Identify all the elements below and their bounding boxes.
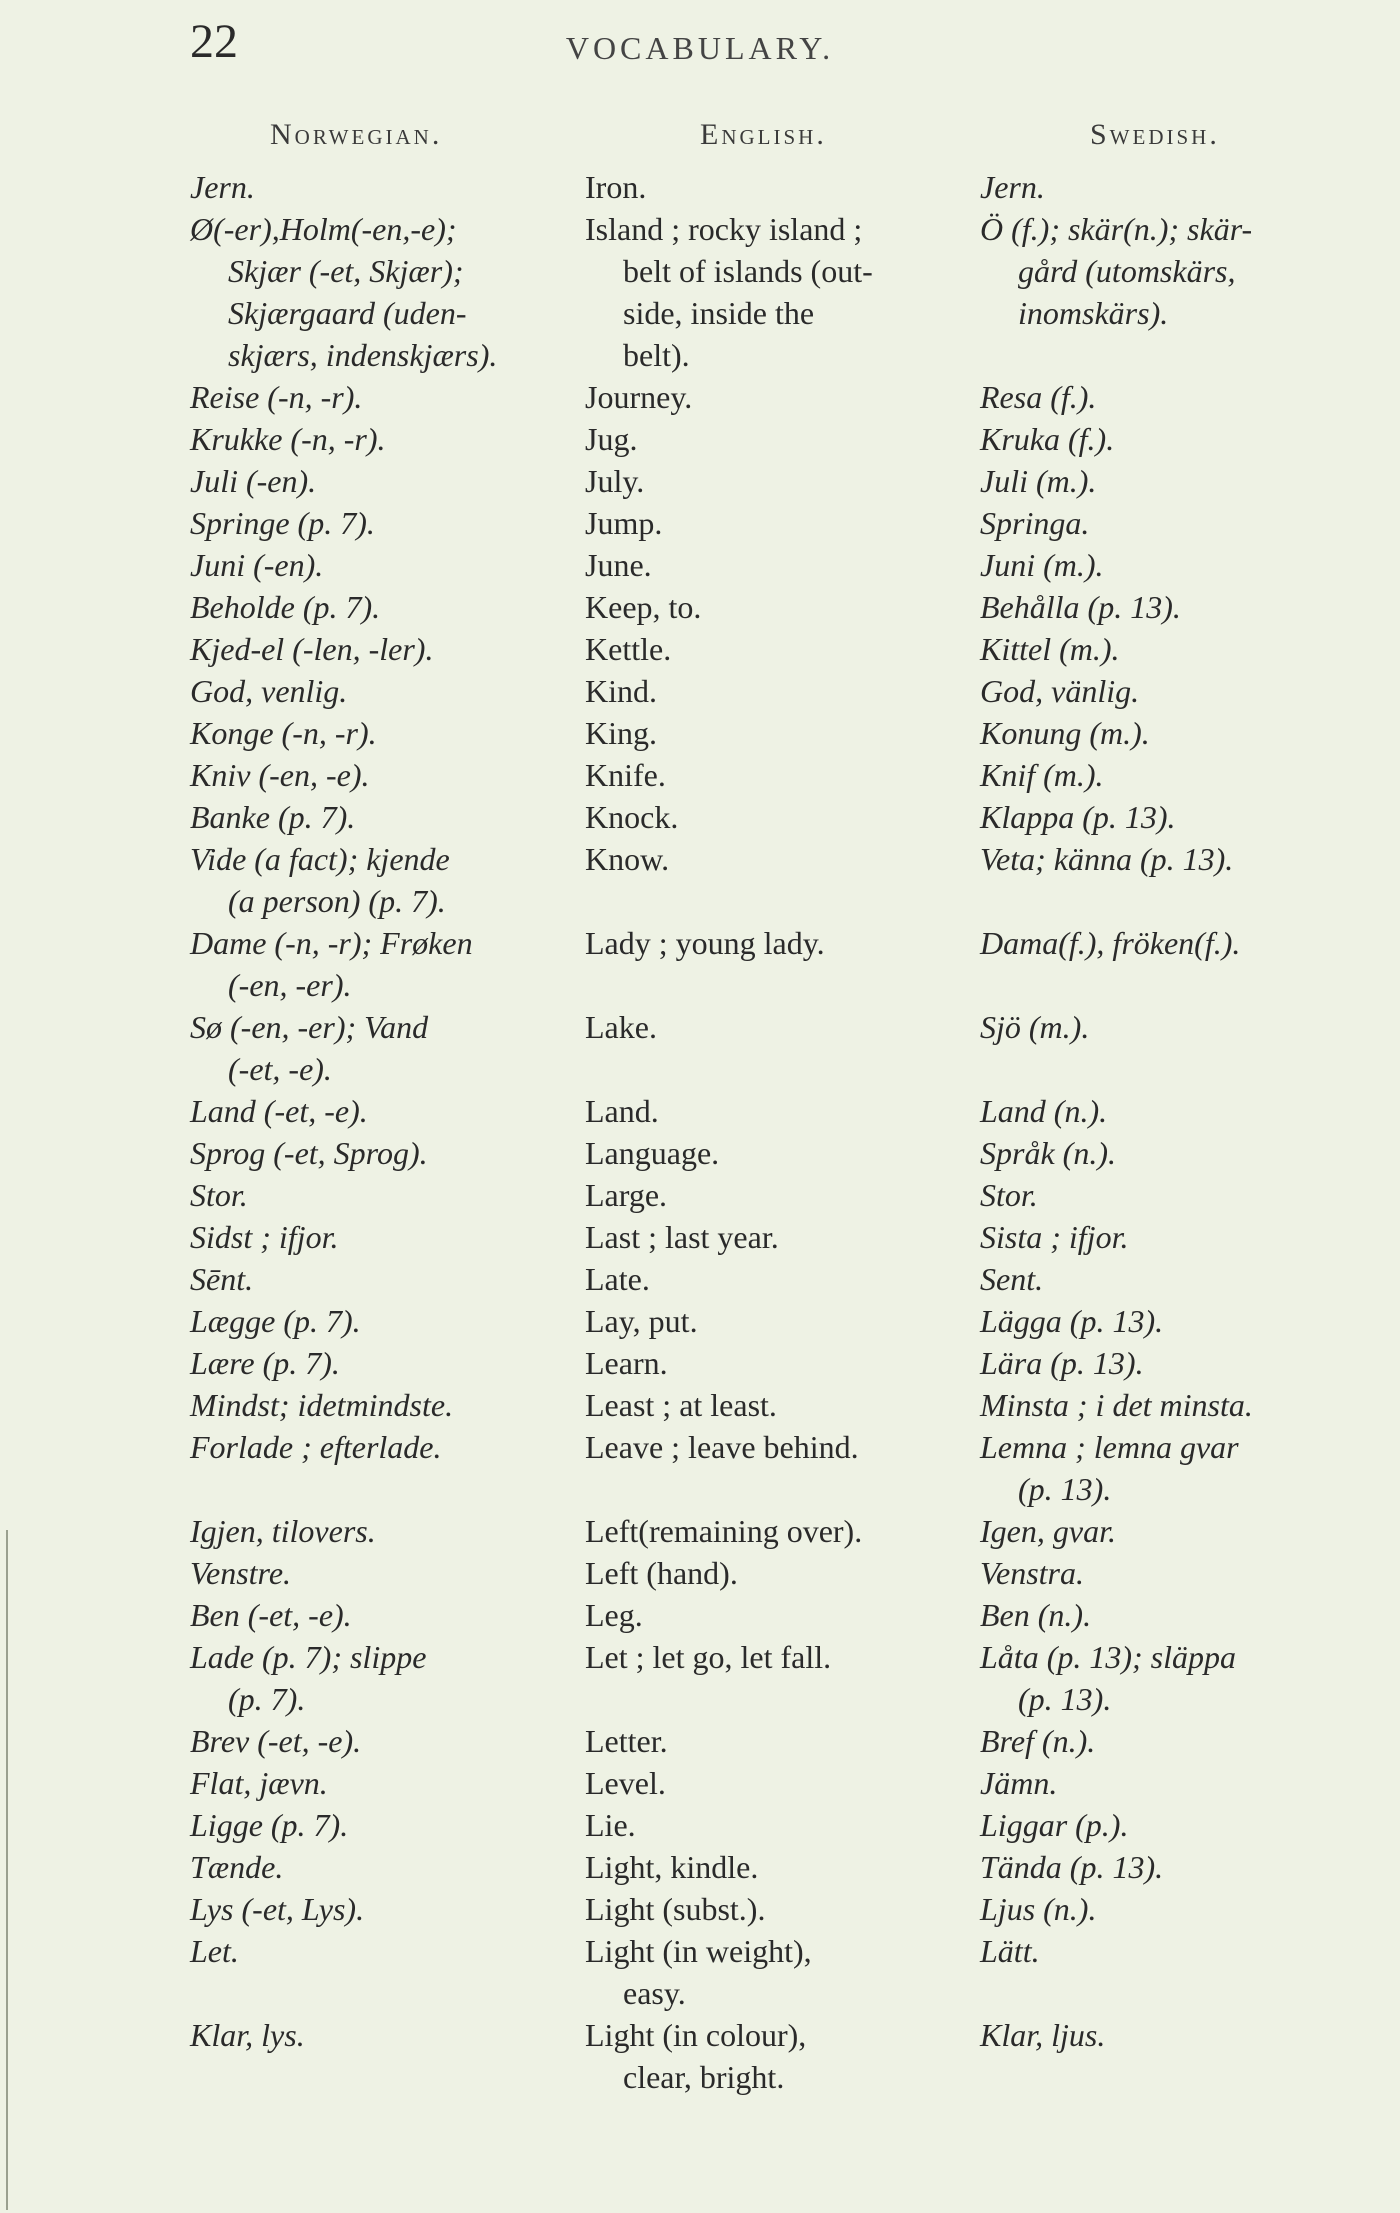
swedish-entry <box>980 670 1360 712</box>
english-entry-line: Leg. <box>585 1597 643 1633</box>
norwegian-entry <box>190 1930 576 1972</box>
swedish-entry <box>980 1888 1360 1930</box>
norwegian-entry <box>190 1426 576 1468</box>
norwegian-entry-line: Sprog (-et, Sprog). <box>190 1135 428 1171</box>
english-entry <box>585 1090 970 1132</box>
english-entry-line: King. <box>585 715 657 751</box>
swedish-entry-line: Jämn. <box>980 1765 1058 1801</box>
english-entry <box>585 376 970 418</box>
swedish-entry <box>980 1216 1360 1258</box>
english-entry <box>585 670 970 712</box>
norwegian-entry <box>190 1636 576 1720</box>
swedish-entry <box>980 166 1360 208</box>
english-entry-line: Know. <box>585 841 670 877</box>
norwegian-entry <box>190 1594 576 1636</box>
english-entry <box>585 208 970 376</box>
english-entry-line: Kind. <box>585 673 657 709</box>
english-entry <box>585 1510 970 1552</box>
english-entry <box>585 712 970 754</box>
english-entry <box>585 1930 970 2014</box>
norwegian-entry <box>190 376 576 418</box>
english-entry <box>585 796 970 838</box>
english-entry-line: Large. <box>585 1177 668 1213</box>
english-entry-line: side, inside the <box>623 295 815 331</box>
english-entry-line: Light (subst.). <box>585 1891 766 1927</box>
norwegian-entry-line: Beholde (p. 7). <box>190 589 381 625</box>
swedish-entry <box>980 628 1360 670</box>
swedish-entry-line: Låta (p. 13); släppa <box>980 1639 1236 1675</box>
swedish-entry-line: Knif (m.). <box>980 757 1104 793</box>
english-entry-line: Left (hand). <box>585 1555 738 1591</box>
english-entry-line: Level. <box>585 1765 666 1801</box>
english-entry <box>585 1888 970 1930</box>
swedish-entry-line: Lära (p. 13). <box>980 1345 1144 1381</box>
running-head: VOCABULARY. <box>565 30 835 66</box>
norwegian-entry <box>190 1006 576 1090</box>
swedish-entry-line: Kittel (m.). <box>980 631 1120 667</box>
swedish-entry-line: Igen, gvar. <box>980 1513 1116 1549</box>
english-entry-line: Letter. <box>585 1723 668 1759</box>
swedish-entry-line: Land (n.). <box>980 1093 1108 1129</box>
english-entry-line: Light (in weight), <box>585 1933 812 1969</box>
english-entry <box>585 1132 970 1174</box>
swedish-entry <box>980 2014 1360 2056</box>
english-entry <box>585 460 970 502</box>
norwegian-entry <box>190 1384 576 1426</box>
swedish-entry <box>980 1720 1360 1762</box>
swedish-entry <box>980 1174 1360 1216</box>
english-entry-line: Lie. <box>585 1807 636 1843</box>
swedish-entry <box>980 712 1360 754</box>
norwegian-entry-line: Tænde. <box>190 1849 284 1885</box>
english-entry <box>585 1342 970 1384</box>
norwegian-entry <box>190 1342 576 1384</box>
english-entry <box>585 1552 970 1594</box>
english-entry <box>585 1300 970 1342</box>
english-entry <box>585 1258 970 1300</box>
swedish-entry-line: Språk (n.). <box>980 1135 1116 1171</box>
english-entry-line: Keep, to. <box>585 589 702 625</box>
norwegian-entry <box>190 1216 576 1258</box>
swedish-entry <box>980 754 1360 796</box>
swedish-entry-line: Klappa (p. 13). <box>980 799 1176 835</box>
norwegian-entry <box>190 1846 576 1888</box>
swedish-entry-line: Springa. <box>980 505 1090 541</box>
norwegian-entry <box>190 754 576 796</box>
english-entry <box>585 586 970 628</box>
swedish-entry-line: Minsta ; i det minsta. <box>980 1387 1253 1423</box>
english-entry-line: Let ; let go, let fall. <box>585 1639 832 1675</box>
norwegian-entry-line: Vide (a fact); kjende <box>190 841 450 877</box>
swedish-entry-line: Klar, ljus. <box>980 2017 1106 2053</box>
english-entry-line: Left(remaining over). <box>585 1513 863 1549</box>
norwegian-entry <box>190 1300 576 1342</box>
norwegian-entry <box>190 712 576 754</box>
column-header-english: English. <box>700 118 827 151</box>
swedish-entry-line: Tända (p. 13). <box>980 1849 1164 1885</box>
swedish-entry <box>980 1426 1360 1510</box>
swedish-entry <box>980 1384 1360 1426</box>
swedish-entry <box>980 1636 1360 1720</box>
norwegian-entry-line: Klar, lys. <box>190 2017 305 2053</box>
norwegian-entry <box>190 208 576 376</box>
norwegian-entry-line: Stor. <box>190 1177 248 1213</box>
swedish-entry-line: Lemna ; lemna gvar <box>980 1429 1239 1465</box>
swedish-entry <box>980 208 1360 334</box>
swedish-entry <box>980 460 1360 502</box>
swedish-entry-line: Jern. <box>980 169 1045 205</box>
english-entry-line: Language. <box>585 1135 720 1171</box>
swedish-entry <box>980 586 1360 628</box>
column-header-swedish: Swedish. <box>1090 118 1220 151</box>
english-entry-line: Island ; rocky island ; <box>585 211 863 247</box>
english-entry <box>585 1804 970 1846</box>
norwegian-entry-line: Lade (p. 7); slippe <box>190 1639 427 1675</box>
norwegian-entry <box>190 418 576 460</box>
norwegian-entry <box>190 796 576 838</box>
english-entry-line: Kettle. <box>585 631 672 667</box>
swedish-entry-line: Stor. <box>980 1177 1038 1213</box>
norwegian-entry <box>190 502 576 544</box>
english-entry <box>585 502 970 544</box>
english-entry <box>585 1006 970 1048</box>
swedish-entry <box>980 1342 1360 1384</box>
english-entry-line: Knife. <box>585 757 666 793</box>
english-entry <box>585 754 970 796</box>
norwegian-entry <box>190 1762 576 1804</box>
norwegian-entry-line: Sēnt. <box>190 1261 254 1297</box>
english-entry-line: Lay, put. <box>585 1303 698 1339</box>
norwegian-entry-line: Brev (-et, -e). <box>190 1723 362 1759</box>
swedish-entry-line: Behålla (p. 13). <box>980 589 1181 625</box>
norwegian-entry-line: Land (-et, -e). <box>190 1093 368 1129</box>
norwegian-entry-line: skjærs, indenskjærs). <box>228 337 498 373</box>
swedish-entry-line: Lätt. <box>980 1933 1040 1969</box>
swedish-entry-line: Liggar (p.). <box>980 1807 1129 1843</box>
swedish-entry-line: Juli (m.). <box>980 463 1097 499</box>
page-number: 22 <box>190 15 238 68</box>
swedish-entry <box>980 502 1360 544</box>
swedish-entry-line: Veta; känna (p. 13). <box>980 841 1234 877</box>
norwegian-entry-line: Juni (-en). <box>190 547 324 583</box>
english-entry-line: Late. <box>585 1261 650 1297</box>
swedish-entry-line: God, vänlig. <box>980 673 1140 709</box>
english-entry <box>585 922 970 964</box>
norwegian-entry-line: Forlade ; efterlade. <box>190 1429 442 1465</box>
swedish-entry <box>980 544 1360 586</box>
english-entry <box>585 1762 970 1804</box>
swedish-entry <box>980 1594 1360 1636</box>
swedish-entry-line: Lägga (p. 13). <box>980 1303 1164 1339</box>
english-entry-line: Learn. <box>585 1345 668 1381</box>
english-entry <box>585 418 970 460</box>
norwegian-entry-line: Venstre. <box>190 1555 292 1591</box>
norwegian-entry-line: Skjærgaard (uden- <box>228 295 467 331</box>
swedish-entry-line: Resa (f.). <box>980 379 1097 415</box>
swedish-entry-line: Sista ; ifjor. <box>980 1219 1129 1255</box>
swedish-entry <box>980 1258 1360 1300</box>
norwegian-entry-line: God, venlig. <box>190 673 348 709</box>
norwegian-entry <box>190 1132 576 1174</box>
swedish-entry <box>980 1510 1360 1552</box>
norwegian-entry-line: Skjær (-et, Skjær); <box>228 253 464 289</box>
norwegian-entry-line: (-en, -er). <box>228 967 352 1003</box>
swedish-entry-line: Konung (m.). <box>980 715 1150 751</box>
english-entry-line: Lady ; young lady. <box>585 925 825 961</box>
norwegian-entry <box>190 586 576 628</box>
swedish-entry <box>980 1552 1360 1594</box>
norwegian-entry-line: Sidst ; ifjor. <box>190 1219 339 1255</box>
english-entry <box>585 1216 970 1258</box>
swedish-entry-line: Sjö (m.). <box>980 1009 1090 1045</box>
swedish-entry <box>980 1804 1360 1846</box>
norwegian-entry-line: Ø(-er),Holm(-en,-e); <box>190 211 457 247</box>
english-entry-line: belt). <box>623 337 690 373</box>
norwegian-entry <box>190 1174 576 1216</box>
norwegian-entry-line: Lys (-et, Lys). <box>190 1891 365 1927</box>
norwegian-entry-line: Kjed-el (-len, -ler). <box>190 631 434 667</box>
english-entry <box>585 1846 970 1888</box>
english-entry-line: Leave ; leave behind. <box>585 1429 859 1465</box>
english-entry-line: clear, bright. <box>623 2059 785 2095</box>
norwegian-entry-line: Lære (p. 7). <box>190 1345 340 1381</box>
english-entry <box>585 628 970 670</box>
english-entry-line: belt of islands (out- <box>623 253 873 289</box>
swedish-entry-line: Dama(f.), fröken(f.). <box>980 925 1241 961</box>
english-entry-line: Last ; last year. <box>585 1219 779 1255</box>
norwegian-entry-line: Ligge (p. 7). <box>190 1807 349 1843</box>
swedish-entry-line: (p. 13). <box>1018 1681 1112 1717</box>
english-entry-line: Iron. <box>585 169 647 205</box>
english-entry <box>585 2014 970 2098</box>
norwegian-entry <box>190 1804 576 1846</box>
norwegian-entry-line: Let. <box>190 1933 239 1969</box>
swedish-entry-line: Ljus (n.). <box>980 1891 1097 1927</box>
norwegian-entry-line: (-et, -e). <box>228 1051 332 1087</box>
english-entry <box>585 166 970 208</box>
norwegian-entry <box>190 1090 576 1132</box>
swedish-entry-line: Juni (m.). <box>980 547 1104 583</box>
english-entry <box>585 1174 970 1216</box>
english-entry <box>585 1720 970 1762</box>
swedish-entry-line: Venstra. <box>980 1555 1084 1591</box>
column-header-norwegian: Norwegian. <box>270 118 443 151</box>
norwegian-entry-line: Mindst; idetmindste. <box>190 1387 454 1423</box>
swedish-entry <box>980 1846 1360 1888</box>
english-entry-line: Jump. <box>585 505 663 541</box>
swedish-entry-line: (p. 13). <box>1018 1471 1112 1507</box>
english-entry-line: Jug. <box>585 421 638 457</box>
norwegian-entry <box>190 922 576 1006</box>
norwegian-entry-line: (p. 7). <box>228 1681 306 1717</box>
swedish-entry-line: Kruka (f.). <box>980 421 1115 457</box>
norwegian-entry <box>190 670 576 712</box>
english-entry <box>585 838 970 880</box>
norwegian-entry-line: Igjen, tilovers. <box>190 1513 376 1549</box>
norwegian-entry <box>190 1552 576 1594</box>
english-entry <box>585 544 970 586</box>
english-entry <box>585 1594 970 1636</box>
swedish-entry <box>980 1132 1360 1174</box>
norwegian-entry-line: Springe (p. 7). <box>190 505 375 541</box>
english-entry-line: Least ; at least. <box>585 1387 777 1423</box>
norwegian-entry <box>190 838 576 922</box>
norwegian-entry-line: Reise (-n, -r). <box>190 379 363 415</box>
swedish-entry-line: inomskärs). <box>1018 295 1169 331</box>
norwegian-entry <box>190 1510 576 1552</box>
norwegian-entry-line: Sø (-en, -er); Vand <box>190 1009 429 1045</box>
margin-mark <box>6 1530 8 2210</box>
norwegian-entry <box>190 2014 576 2056</box>
english-entry-line: Lake. <box>585 1009 657 1045</box>
norwegian-entry-line: (a person) (p. 7). <box>228 883 446 919</box>
norwegian-entry <box>190 1888 576 1930</box>
norwegian-entry-line: Konge (-n, -r). <box>190 715 377 751</box>
swedish-entry-line: Sent. <box>980 1261 1044 1297</box>
norwegian-entry <box>190 166 576 208</box>
norwegian-entry <box>190 460 576 502</box>
norwegian-entry-line: Ben (-et, -e). <box>190 1597 352 1633</box>
swedish-entry <box>980 838 1360 880</box>
swedish-entry-line: Ben (n.). <box>980 1597 1092 1633</box>
english-entry <box>585 1426 970 1468</box>
swedish-entry-line: Ö (f.); skär(n.); skär- <box>980 211 1253 247</box>
english-entry-line: Light, kindle. <box>585 1849 759 1885</box>
norwegian-entry-line: Dame (-n, -r); Frøken <box>190 925 473 961</box>
norwegian-entry <box>190 628 576 670</box>
norwegian-entry-line: Banke (p. 7). <box>190 799 356 835</box>
norwegian-entry-line: Krukke (-n, -r). <box>190 421 386 457</box>
swedish-entry <box>980 1930 1360 1972</box>
swedish-entry <box>980 1300 1360 1342</box>
swedish-entry <box>980 1090 1360 1132</box>
norwegian-entry <box>190 1258 576 1300</box>
swedish-entry <box>980 1006 1360 1048</box>
english-entry-line: Land. <box>585 1093 659 1129</box>
english-entry-line: easy. <box>623 1975 686 2011</box>
english-entry-line: July. <box>585 463 645 499</box>
swedish-entry <box>980 796 1360 838</box>
swedish-entry <box>980 376 1360 418</box>
norwegian-entry-line: Lægge (p. 7). <box>190 1303 361 1339</box>
norwegian-entry-line: Juli (-en). <box>190 463 317 499</box>
swedish-entry-line: gård (utomskärs, <box>1018 253 1236 289</box>
swedish-entry <box>980 922 1360 964</box>
english-entry-line: June. <box>585 547 652 583</box>
english-entry <box>585 1384 970 1426</box>
norwegian-entry-line: Jern. <box>190 169 255 205</box>
swedish-entry <box>980 418 1360 460</box>
norwegian-entry <box>190 544 576 586</box>
norwegian-entry-line: Flat, jævn. <box>190 1765 328 1801</box>
norwegian-entry <box>190 1720 576 1762</box>
english-entry-line: Light (in colour), <box>585 2017 807 2053</box>
norwegian-entry-line: Kniv (-en, -e). <box>190 757 370 793</box>
swedish-entry-line: Bref (n.). <box>980 1723 1096 1759</box>
swedish-entry <box>980 1762 1360 1804</box>
english-entry <box>585 1636 970 1678</box>
english-entry-line: Knock. <box>585 799 679 835</box>
english-entry-line: Journey. <box>585 379 693 415</box>
